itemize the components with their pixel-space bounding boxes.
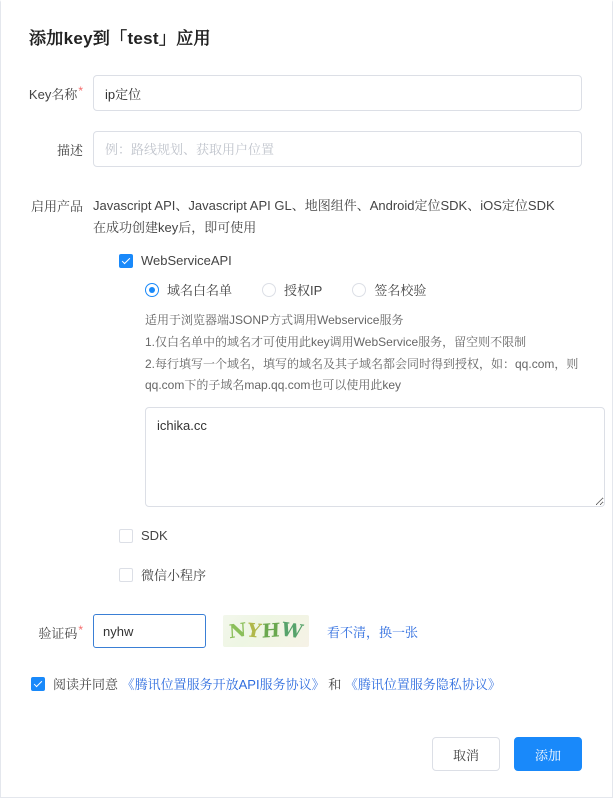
key-name-field-wrap — [93, 75, 582, 111]
miniprogram-checkbox-row[interactable] — [119, 565, 605, 584]
radio-signature-check-label: 签名校验 — [374, 283, 427, 298]
agreement-checkbox[interactable] — [31, 677, 45, 691]
webservice-checkbox-row[interactable] — [119, 253, 605, 268]
captcha-field-wrap — [93, 614, 582, 648]
domain-whitelist-textarea[interactable] — [145, 407, 605, 507]
webservice-hint-0: 适用于浏览器端JSONP方式调用Webservice服务 — [145, 313, 404, 327]
required-marker: * — [78, 84, 83, 98]
radio-signature-check-control[interactable] — [352, 283, 366, 297]
products-label: 启用产品 — [30, 199, 83, 214]
radio-authorized-ip-control[interactable] — [262, 283, 276, 297]
captcha-label — [1, 614, 93, 642]
products-text: Javascript API、Javascript API GL、地图组件、Android定位SDK、iOS定位SDK在成功创建key后，即可使用 — [93, 198, 555, 235]
captcha-row — [1, 614, 582, 648]
agreement-conjunction: 和 — [328, 677, 342, 692]
webservice-checkbox[interactable] — [119, 254, 133, 268]
agreement-row[interactable] — [31, 674, 582, 693]
webservice-label: WebServiceAPI — [141, 253, 232, 268]
cancel-button[interactable]: 取消 — [432, 737, 500, 771]
dialog-title: 添加key到「test」应用 — [29, 29, 211, 48]
sdk-checkbox-row[interactable] — [119, 528, 605, 543]
radio-signature-check[interactable] — [352, 280, 426, 299]
webservice-hints — [145, 310, 595, 396]
description-input[interactable] — [93, 131, 582, 167]
webservice-hint-1: 1.仅白名单中的域名才可使用此key调用WebService服务，留空则不限制 — [145, 335, 527, 349]
key-name-label — [1, 75, 93, 103]
captcha-image-text: NYHW — [228, 618, 306, 644]
webservice-hint-2: 2.每行填写一个域名，填写的域名及其子域名都会同时得到授权，如：qq.com，则qq.com下的子域名map.qq.com也可以使用此key — [145, 357, 579, 392]
description-label: 描述 — [56, 143, 83, 158]
key-name-input[interactable] — [93, 75, 582, 111]
miniprogram-checkbox[interactable] — [119, 568, 133, 582]
dialog-footer — [432, 737, 582, 771]
captcha-required-marker: * — [78, 623, 83, 637]
radio-authorized-ip-label: 授权IP — [284, 283, 323, 298]
sdk-label: SDK — [141, 528, 168, 543]
add-key-form — [1, 49, 612, 693]
description-field-wrap — [93, 131, 582, 167]
captcha-label-text: 验证码 — [38, 626, 78, 641]
submit-button[interactable]: 添加 — [514, 737, 582, 771]
sdk-checkbox[interactable] — [119, 529, 133, 543]
agreement-prefix: 阅读并同意 — [53, 677, 119, 692]
webservice-radio-group — [145, 280, 605, 299]
radio-domain-whitelist[interactable] — [145, 280, 232, 299]
miniprogram-label: 微信小程序 — [141, 568, 207, 583]
radio-domain-whitelist-control[interactable] — [145, 283, 159, 297]
webservice-options — [145, 280, 605, 510]
radio-domain-whitelist-label: 域名白名单 — [167, 283, 233, 298]
agreement-link-privacy[interactable]: 《腾讯位置服务隐私协议》 — [344, 677, 501, 692]
radio-authorized-ip[interactable] — [262, 280, 322, 299]
agreement-link-api[interactable]: 《腾讯位置服务开放API服务协议》 — [121, 677, 325, 692]
products-row — [1, 187, 582, 584]
key-name-label-text: Key名称 — [28, 87, 78, 102]
captcha-image[interactable] — [223, 615, 309, 647]
captcha-input[interactable] — [93, 614, 206, 648]
captcha-refresh-link[interactable]: 看不清，换一张 — [327, 624, 419, 640]
agreement-text — [53, 674, 501, 693]
products-field-wrap — [93, 187, 605, 584]
description-row — [1, 131, 582, 167]
key-name-row — [1, 75, 582, 111]
